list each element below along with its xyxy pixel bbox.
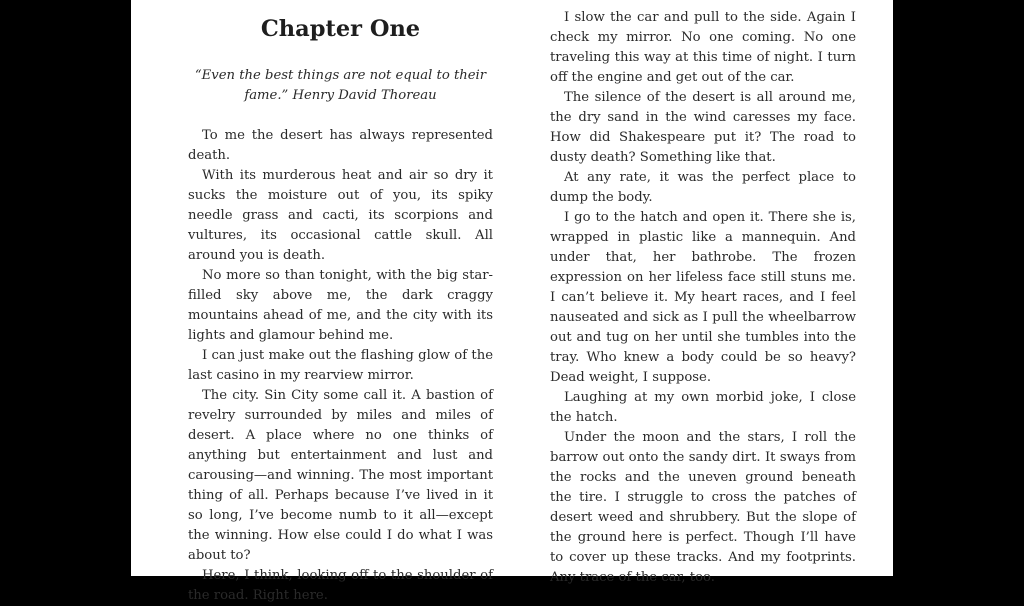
- paragraph: I can just make out the flashing glow of the last casino in my rearview mirror.: [188, 348, 493, 383]
- paragraph: The silence of the desert is all around me, the dry sand in the wind caresses my face. How did Shakespeare put it? The road to dusty death? Something like that.: [550, 90, 856, 165]
- paragraph: Laughing at my own morbid joke, I close the hatch.: [550, 390, 856, 425]
- right-page-column: [550, 8, 856, 588]
- paragraph: With its murderous heat and air so dry it sucks the moisture out of you, its spiky needle grass and cacti, its scorpions and vultures, its occasional cattle skull. All around you is death.: [188, 168, 493, 263]
- paragraph: To me the desert has always represented death.: [188, 128, 493, 163]
- left-page-column: [188, 0, 493, 606]
- book-page-spread: [131, 0, 893, 603]
- paragraph: Here, I think, looking off to the shoulder of the road. Right here.: [188, 568, 493, 603]
- paragraph: I slow the car and pull to the side. Again I check my mirror. No one coming. No one traveling this way at this time of night. I turn off the engine and get out of the car.: [550, 10, 856, 85]
- epigraph-quote: “Even the best things are not equal to their fame.” Henry David Thoreau: [194, 68, 487, 103]
- paragraph: I go to the hatch and open it. There she is, wrapped in plastic like a mannequin. And under that, her bathrobe. The frozen expression on her lifeless face still stuns me. I can’t believe it. My heart races, and I feel nauseated and sick as I pull the wheelbarrow out and tug on her until she tumbles into the tray. Who knew a body could be so heavy? Dead weight, I suppose.: [550, 210, 856, 385]
- paragraph: The city. Sin City some call it. A bastion of revelry surrounded by miles and miles of desert. A place where no one thinks of anything but entertainment and lust and carousing—and winning. The most important thing of all. Perhaps because I’ve lived in it so long, I’ve become numb to it all—except the winning. How else could I do what I was about to?: [188, 388, 493, 563]
- paragraph: At any rate, it was the perfect place to dump the body.: [550, 170, 856, 205]
- paragraph: No more so than tonight, with the big star-filled sky above me, the dark craggy mountains ahead of me, and the city with its lights and glamour behind me.: [188, 268, 493, 343]
- paragraph: Under the moon and the stars, I roll the barrow out onto the sandy dirt. It sways from the rocks and the uneven ground beneath the tire. I struggle to cross the patches of desert weed and shrubbery. But the slope of the ground here is perfect. Though I’ll have to cover up these tracks. And my footprints. Any trace of the car, too.: [550, 430, 856, 585]
- chapter-title: Chapter One: [260, 16, 421, 42]
